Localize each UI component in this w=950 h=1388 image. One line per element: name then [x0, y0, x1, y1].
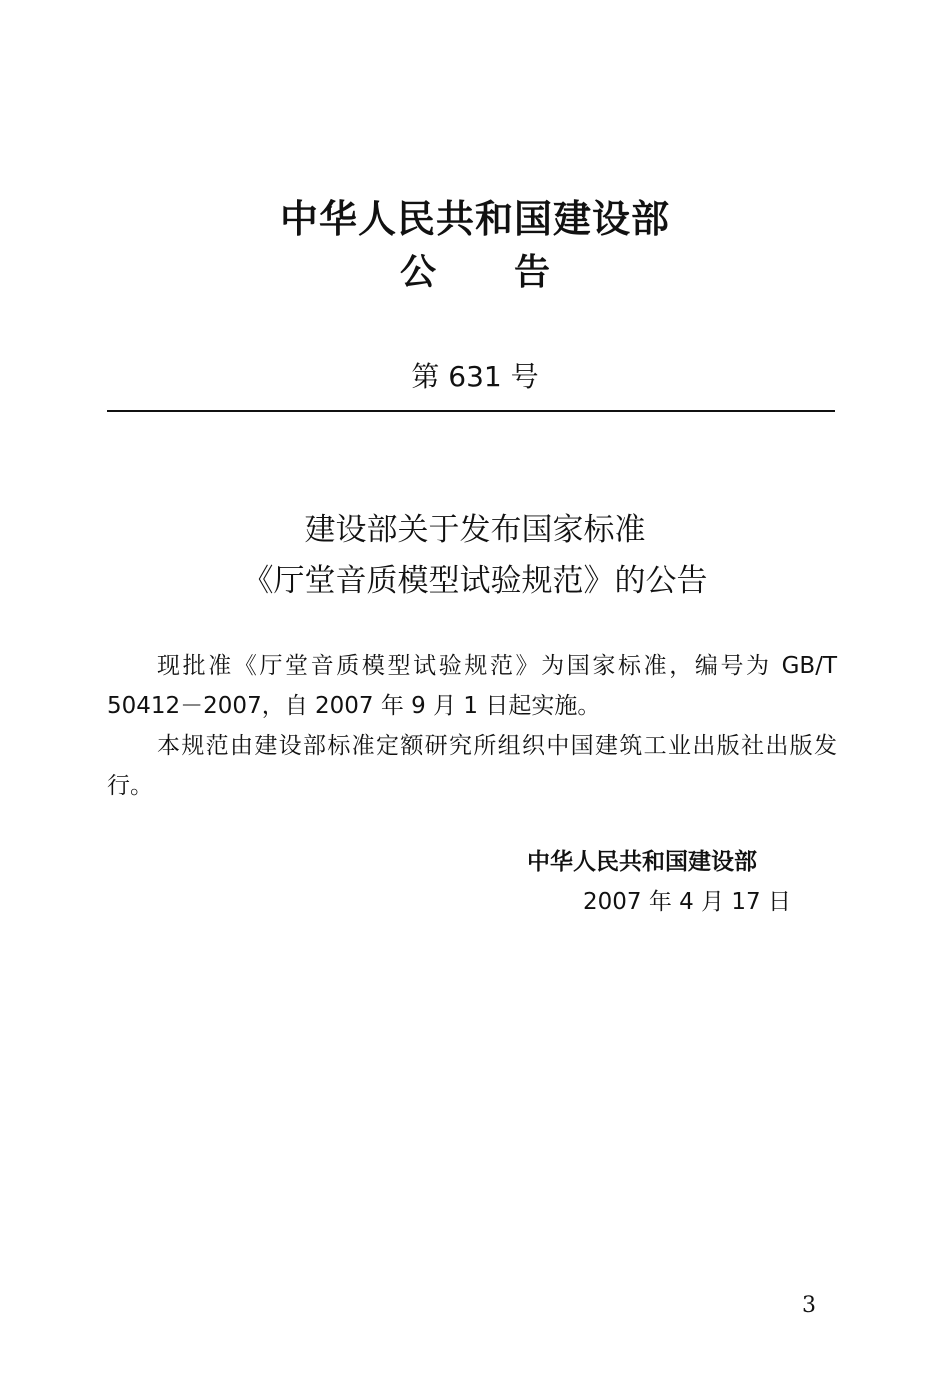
announcement-body [107, 646, 837, 806]
body-paragraph-1: 现批准《厅堂音质模型试验规范》为国家标准，编号为 GB/T 50412－2007，自 2007 年 9 月 1 日起实施。 [107, 653, 837, 719]
announcement-char-2: 告 [514, 252, 551, 293]
signature-organization: 中华人民共和国建设部 [527, 849, 757, 875]
signature-date: 2007 年 4 月 17 日 [583, 889, 791, 915]
page-number: 3 [802, 1293, 816, 1318]
announcement-char-1: 公 [399, 252, 436, 293]
subtitle-line-2: 《厅堂音质模型试验规范》的公告 [242, 563, 708, 599]
subtitle-line-1: 建设部关于发布国家标准 [304, 512, 646, 548]
horizontal-rule [107, 410, 835, 412]
ministry-title: 中华人民共和国建设部 [279, 197, 670, 241]
announcement-heading [0, 244, 950, 295]
body-paragraph-2: 本规范由建设部标准定额研究所组织中国建筑工业出版社出版发行。 [107, 733, 837, 799]
document-number: 第 631 号 [411, 360, 539, 393]
